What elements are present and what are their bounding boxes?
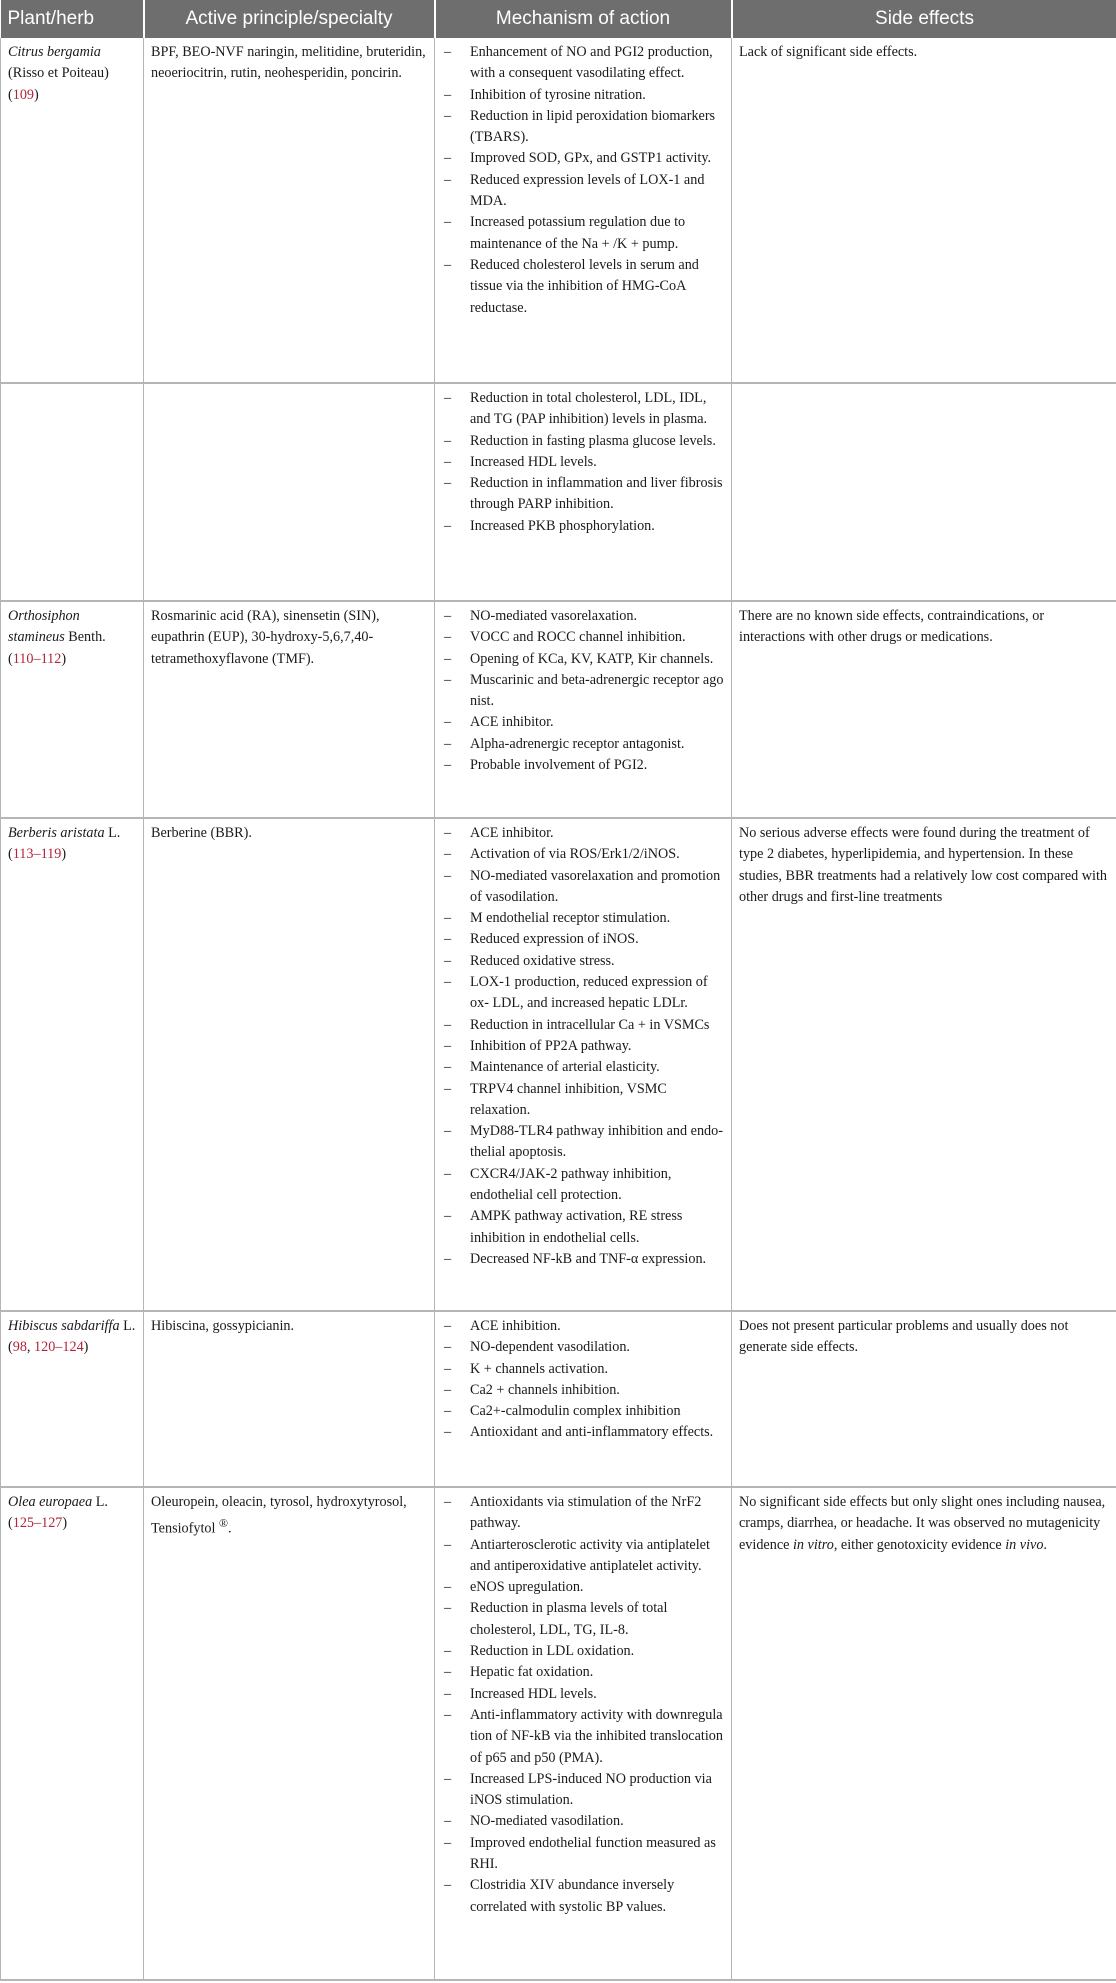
table-row: [1, 1487, 1116, 1980]
table-row: [1, 601, 1116, 818]
mechanism-item: – Opening of KCa, KV, KATP, Kir channels.: [442, 649, 724, 670]
mechanism-item: – Clostridia XIV abundance inversely correlated with systolic BP values.: [442, 1875, 724, 1918]
mechanism-item: – Reduction in plasma levels of total cholesterol, LDL, TG, IL-8.: [442, 1598, 724, 1641]
principle-cell: Berberine (BBR).: [144, 818, 435, 1311]
mechanism-item: – Improved endothelial function measured as RHI.: [442, 1833, 724, 1876]
mechanism-item: – Reduction in fasting plasma glucose levels.: [442, 431, 724, 452]
side-effects-cell: Does not present particular problems and usually does not generate side effects.: [732, 1311, 1116, 1487]
mechanism-item: – Reduced expression of iNOS.: [442, 929, 724, 950]
mechanism-item: – Anti-inflammatory activity with downregula tion of NF-kB via the inhibited translocation of p65 and p50 (PMA).: [442, 1705, 724, 1769]
mechanism-item: – NO-mediated vasorelaxation.: [442, 606, 724, 627]
principle-cell: BPF, BEO-NVF naringin, melitidine, bruteridin, neoeriocitrin, rutin, neohesperidin, poncirin.: [144, 38, 435, 383]
mechanism-item: – AMPK pathway activation, RE stress inhibition in endothelial cells.: [442, 1206, 724, 1249]
mechanism-item: – Decreased NF-kB and TNF-α expression.: [442, 1249, 724, 1270]
plant-authority: L.: [123, 1318, 136, 1334]
mechanism-item: – NO-dependent vasodilation.: [442, 1337, 724, 1358]
mechanism-item: – CXCR4/JAK-2 pathway inhibition, endothelial cell protection.: [442, 1164, 724, 1207]
mechanism-item: – Inhibition of PP2A pathway.: [442, 1036, 724, 1057]
table-row: [1, 38, 1116, 383]
mechanism-item: – Inhibition of tyrosine nitration.: [442, 85, 724, 106]
reference-link[interactable]: 113–119: [12, 846, 62, 863]
mechanism-item: – Ca2 + channels inhibition.: [442, 1380, 724, 1401]
table-row: [1, 818, 1116, 1311]
mechanism-cell: [435, 1487, 732, 1980]
plant-cell: [1, 383, 144, 601]
header-principle: Active principle/specialty: [144, 0, 435, 38]
mechanism-item: – ACE inhibitor.: [442, 823, 724, 844]
reference-link[interactable]: 125–127: [12, 1515, 63, 1532]
mechanism-item: – VOCC and ROCC channel inhibition.: [442, 627, 724, 648]
mechanism-item: – K + channels activation.: [442, 1359, 724, 1380]
mechanism-item: – Probable involvement of PGI2.: [442, 755, 724, 776]
mechanism-item: – eNOS upregulation.: [442, 1577, 724, 1598]
side-effects-cell: [732, 383, 1116, 601]
principle-cell: Hibiscina, gossypicianin.: [144, 1311, 435, 1487]
mechanism-item: – Reduction in inflammation and liver fibrosis through PARP inhibition.: [442, 473, 724, 516]
mechanism-item: – LOX-1 production, reduced expression of ox- LDL, and increased hepatic LDLr.: [442, 972, 724, 1015]
mechanism-item: – MyD88-TLR4 pathway inhibition and endo- thelial apoptosis.: [442, 1121, 724, 1164]
mechanism-item: – Reduction in total cholesterol, LDL, IDL, and TG (PAP inhibition) levels in plasma.: [442, 388, 724, 431]
mechanism-item: – Hepatic fat oxidation.: [442, 1662, 724, 1683]
plant-cell: Orthosiphon stamineus Benth. (110–112): [1, 601, 144, 818]
side-effects-cell: Lack of significant side effects.: [732, 38, 1116, 383]
mechanism-item: – ACE inhibitor.: [442, 712, 724, 733]
plant-cell: Citrus bergamia (Risso et Poiteau) (109): [1, 38, 144, 383]
mechanism-cell: [435, 38, 732, 383]
plant-authority: L.: [95, 1494, 108, 1510]
mechanism-item: – Reduced cholesterol levels in serum and tissue via the inhibition of HMG-CoA reductase.: [442, 255, 724, 319]
header-row: [1, 0, 1116, 38]
mechanism-item: – Antiarterosclerotic activity via antiplatelet and antiperoxidative antiplatelet activity.: [442, 1535, 724, 1578]
plant-cell: Olea europaea L. (125–127): [1, 1487, 144, 1980]
plant-authority: L.: [108, 825, 121, 841]
plant-cell: Hibiscus sabdariffa L. (98, 120–124): [1, 1311, 144, 1487]
principle-cell: Oleuropein, oleacin, tyrosol, hydroxytyrosol, Tensiofytol ®.: [144, 1487, 435, 1980]
table-row: [1, 383, 1116, 601]
mechanism-item: – Increased potassium regulation due to maintenance of the Na + /K + pump.: [442, 212, 724, 255]
registered-mark: ®: [218, 1516, 228, 1531]
mechanism-item: – Reduced expression levels of LOX-1 and MDA.: [442, 170, 724, 213]
header-side-effects: Side effects: [732, 0, 1116, 38]
mechanism-item: – Improved SOD, GPx, and GSTP1 activity.: [442, 148, 724, 169]
plant-name: Berberis aristata: [8, 825, 105, 841]
side-effects-cell: No significant side effects but only slight ones including nausea, cramps, diarrhea, or headache. It was observed no mutagenicity evidence in vitro, either genotoxicity evidence in vivo.: [732, 1487, 1116, 1980]
plant-name: Orthosiphon stamineus: [8, 608, 80, 646]
mechanism-item: – Increased HDL levels.: [442, 1684, 724, 1705]
principle-cell: [144, 383, 435, 601]
mechanism-item: – Maintenance of arterial elasticity.: [442, 1057, 724, 1078]
mechanism-item: – Reduced oxidative stress.: [442, 951, 724, 972]
mechanism-item: – Muscarinic and beta-adrenergic receptor ago nist.: [442, 670, 724, 713]
plant-authority: (Risso et Poiteau): [8, 65, 109, 82]
mechanism-item: – Increased HDL levels.: [442, 452, 724, 473]
mechanism-item: – ACE inhibition.: [442, 1316, 724, 1337]
header-plant: Plant/herb: [1, 0, 144, 38]
mechanism-cell: [435, 601, 732, 818]
table-row: [1, 1311, 1116, 1487]
principle-cell: Rosmarinic acid (RA), sinensetin (SIN), eupathrin (EUP), 30-hydroxy-5,6,7,40-tetramethoxyflavone (TMF).: [144, 601, 435, 818]
plant-name: Olea europaea: [8, 1494, 93, 1510]
mechanism-item: – TRPV4 channel inhibition, VSMC relaxation.: [442, 1079, 724, 1122]
mechanism-item: – Reduction in LDL oxidation.: [442, 1641, 724, 1662]
mechanism-item: – Activation of via ROS/Erk1/2/iNOS.: [442, 844, 724, 865]
header-mechanism: Mechanism of action: [435, 0, 732, 38]
mechanism-cell: [435, 818, 732, 1311]
mechanism-item: – Antioxidant and anti-inflammatory effects.: [442, 1422, 724, 1443]
reference-link[interactable]: 109: [12, 86, 35, 103]
mechanism-item: – NO-mediated vasodilation.: [442, 1811, 724, 1832]
side-effects-cell: There are no known side effects, contraindications, or interactions with other drugs or medications.: [732, 601, 1116, 818]
plant-name: Citrus bergamia: [8, 44, 101, 60]
reference-link[interactable]: 98: [12, 1339, 27, 1356]
mechanism-item: – Ca2+-calmodulin complex inhibition: [442, 1401, 724, 1422]
mechanism-item: – Reduction in lipid peroxidation biomarkers (TBARS).: [442, 106, 724, 149]
mechanism-cell: [435, 1311, 732, 1487]
mechanism-item: – Reduction in intracellular Ca + in VSMCs: [442, 1015, 724, 1036]
plant-name: Hibiscus sabdariffa: [8, 1318, 120, 1334]
mechanism-item: – M endothelial receptor stimulation.: [442, 908, 724, 929]
plant-cell: Berberis aristata L. (113–119): [1, 818, 144, 1311]
mechanism-item: – Increased PKB phosphorylation.: [442, 516, 724, 537]
mechanism-cell: [435, 383, 732, 601]
mechanism-item: – Enhancement of NO and PGI2 production, with a consequent vasodilating effect.: [442, 42, 724, 85]
mechanism-item: – NO-mediated vasorelaxation and promotion of vasodilation.: [442, 866, 724, 909]
mechanism-item: – Increased LPS-induced NO production via iNOS stimulation.: [442, 1769, 724, 1812]
mechanism-item: – Antioxidants via stimulation of the NrF2 pathway.: [442, 1492, 724, 1535]
reference-link[interactable]: 110–112: [12, 650, 62, 667]
side-effects-cell: No serious adverse effects were found during the treatment of type 2 diabetes, hyperlipidemia, and hypertension. In these studies, BBR treatments had a relatively low cost compared with other drugs and first-line treatments: [732, 818, 1116, 1311]
plant-authority: Benth.: [68, 629, 106, 646]
mechanism-item: – Alpha-adrenergic receptor antagonist.: [442, 734, 724, 755]
reference-link[interactable]: 120–124: [34, 1339, 84, 1356]
